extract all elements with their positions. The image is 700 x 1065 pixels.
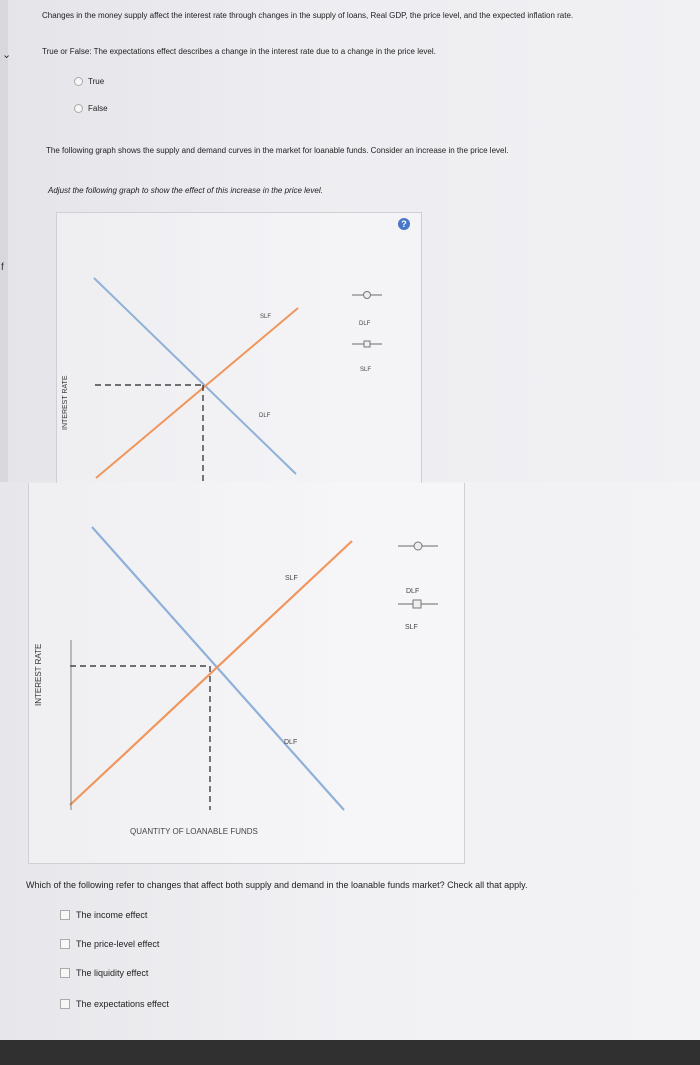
legend-supply-square[interactable] [413, 600, 421, 608]
y-axis-label-top: INTEREST RATE [62, 375, 69, 430]
checkbox-price-level-effect[interactable] [60, 939, 70, 949]
x-axis-label: QUANTITY OF LOANABLE FUNDS [130, 827, 258, 836]
question2-prompt: Which of the following refer to changes that affect both supply and demand in the loanable funds market? Check all that apply. [26, 880, 528, 890]
edge-mark: f [1, 262, 4, 273]
graph-intro-text: The following graph shows the supply and demand curves in the market for loanable funds. Consider an increase in the price level. [46, 146, 509, 155]
legend-demand-label-top: DLF [359, 321, 371, 327]
intro-text: Changes in the money supply affect the interest rate through changes in the supply of loans, Real GDP, the price level, and the expected inflation rate. [42, 11, 574, 20]
checkbox-price-level-effect-label: The price-level effect [76, 939, 160, 949]
checkbox-income-effect-label: The income effect [76, 910, 148, 920]
checkbox-liquidity-effect[interactable] [60, 968, 70, 978]
chevron-down-icon[interactable]: ⌄ [2, 49, 12, 61]
supply-label-top: SLF [260, 314, 272, 320]
legend-demand-circle[interactable] [414, 542, 422, 550]
legend-demand-label: DLF [406, 588, 420, 595]
checkbox-income-effect[interactable] [60, 910, 70, 920]
checkbox-liquidity-effect-label: The liquidity effect [76, 968, 149, 978]
graph-instruction-text: Adjust the following graph to show the effect of this increase in the price level. [48, 186, 323, 195]
radio-false-label: False [88, 104, 108, 113]
checkbox-expectations-effect[interactable] [60, 999, 70, 1009]
legend-supply-label: SLF [405, 624, 418, 631]
supply-curve[interactable] [70, 541, 352, 805]
demand-label-top: DLF [259, 413, 271, 419]
y-axis-label-bottom: INTEREST RATE [34, 643, 43, 706]
help-icon[interactable]: ? [398, 218, 410, 230]
supply-label: SLF [285, 575, 298, 582]
checkbox-expectations-effect-label: The expectations effect [76, 999, 169, 1009]
radio-true-label: True [88, 77, 105, 86]
legend-supply-label-top: SLF [360, 367, 372, 373]
demand-curve[interactable] [92, 527, 344, 810]
demand-label: DLF [284, 739, 298, 746]
question1-prompt: True or False: The expectations effect describes a change in the interest rate due to a change in the price level. [42, 47, 436, 56]
